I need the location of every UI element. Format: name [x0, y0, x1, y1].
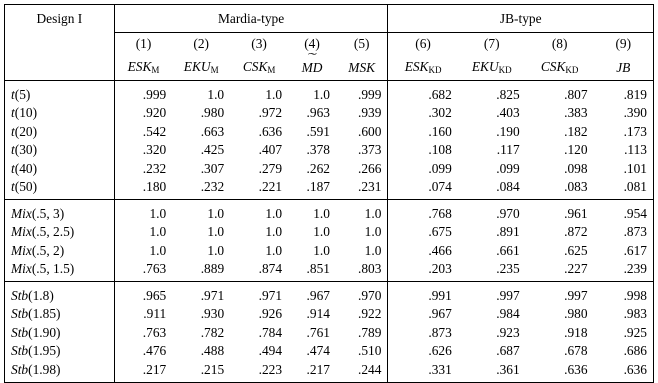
row-label [5, 305, 115, 324]
table-cell: .789 [357, 324, 382, 340]
column-symbol [594, 55, 654, 81]
row-label-argument: (20) [14, 123, 38, 139]
table-cell: 1.0 [364, 242, 382, 258]
table-cell: 1.0 [207, 224, 225, 240]
table-row [5, 178, 654, 200]
column-number: (7) [483, 36, 500, 52]
table-cell: .923 [496, 324, 520, 340]
table-row [5, 260, 654, 282]
table-cell: 1.0 [364, 224, 382, 240]
row-label-function: Mix [11, 242, 32, 258]
table-cell: .101 [594, 159, 654, 178]
table-cell: .998 [594, 282, 654, 305]
table-cell: 1.0 [207, 205, 225, 221]
table-cell: .302 [388, 104, 458, 123]
table-cell: .967 [388, 305, 458, 324]
column-symbol [458, 55, 526, 81]
symbol-subscript: KD [428, 65, 442, 75]
table-cell: 1.0 [313, 242, 330, 258]
row-label-function: t [11, 123, 15, 139]
row-label [5, 241, 115, 260]
table-cell: .542 [142, 123, 167, 139]
table-cell: 1.0 [265, 205, 283, 221]
symbol-main: CSK [540, 59, 566, 74]
table-cell: .160 [388, 122, 458, 141]
table-cell: .098 [564, 160, 588, 176]
results-table [4, 4, 654, 383]
row-label [5, 342, 115, 361]
design-label: Design I [5, 5, 115, 81]
table-cell: .084 [458, 178, 526, 200]
row-label-function: Stb [11, 343, 29, 359]
column-number: (6) [388, 33, 458, 56]
table-cell: .983 [594, 305, 654, 324]
table-cell: 1.0 [207, 86, 225, 102]
table-cell: .874 [230, 260, 288, 282]
table-cell: .476 [142, 343, 167, 359]
row-label [5, 141, 115, 160]
table-cell: .873 [594, 223, 654, 242]
symbol-subscript: M [267, 65, 276, 75]
table-cell: 1.0 [149, 242, 167, 258]
table-cell: .378 [306, 142, 330, 158]
column-number: (2) [193, 36, 209, 52]
symbol-main: MD [301, 59, 323, 75]
row-label-argument: (.5, 3) [31, 205, 65, 221]
symbol-main: MSK [348, 59, 376, 75]
table-cell: .227 [526, 260, 594, 282]
table-cell: .373 [357, 142, 382, 158]
table-cell: .217 [288, 360, 336, 382]
table-cell: .244 [336, 360, 388, 382]
table-cell: .889 [172, 260, 230, 282]
table-cell: 1.0 [149, 205, 167, 221]
table-cell: .965 [142, 287, 167, 303]
table-cell: .320 [142, 142, 167, 158]
column-symbol [114, 55, 172, 81]
row-label-function: t [11, 86, 15, 102]
row-label [5, 260, 115, 282]
table-cell: .925 [594, 323, 654, 342]
table-cell: .361 [458, 360, 526, 382]
table-cell: 1.0 [313, 224, 330, 240]
table-cell: .873 [388, 323, 458, 342]
row-label-argument: (1.8) [28, 287, 54, 303]
table-cell: .914 [306, 306, 330, 322]
table-cell: .920 [142, 105, 167, 121]
symbol-main: EKU [183, 59, 211, 74]
row-label-function: Stb [11, 324, 29, 340]
table-row [5, 323, 654, 342]
table-cell: .266 [357, 160, 382, 176]
column-number: (9) [594, 33, 654, 56]
table-cell: 1.0 [265, 224, 283, 240]
table-cell: .383 [564, 105, 588, 121]
table-cell: .922 [357, 306, 382, 322]
row-label-argument: (1.85) [28, 306, 61, 322]
row-label-argument: (40) [14, 160, 38, 176]
table-cell: .636 [594, 360, 654, 382]
table-row [5, 241, 654, 260]
table-cell: .403 [496, 105, 520, 121]
row-label-argument: (1.98) [28, 361, 61, 377]
table-cell: .872 [564, 224, 588, 240]
table-row [5, 159, 654, 178]
table-row [5, 223, 654, 242]
group-header-jb: JB-type [388, 5, 654, 33]
symbol-with-tilde [301, 49, 323, 75]
table-cell: .474 [306, 343, 330, 359]
table-cell: .661 [496, 242, 520, 258]
symbol-subscript: M [151, 65, 160, 75]
table-cell: .187 [288, 178, 336, 200]
table-cell: .686 [594, 342, 654, 361]
table-cell: .215 [172, 360, 230, 382]
symbol-subscript: M [210, 65, 219, 75]
symbol-subscript: KD [565, 65, 579, 75]
table-cell: .636 [526, 360, 594, 382]
table-cell: .235 [458, 260, 526, 282]
table-cell: .182 [564, 123, 588, 139]
tilde-accent: ˜ [307, 49, 317, 64]
table-cell: .407 [258, 142, 283, 158]
table-cell: .784 [258, 324, 283, 340]
table-cell: .997 [564, 287, 588, 303]
table-cell: .991 [388, 282, 458, 305]
row-label-function: Mix [11, 261, 32, 277]
table-cell: .617 [594, 241, 654, 260]
table-cell: .074 [388, 178, 458, 200]
table-cell: .217 [114, 360, 172, 382]
table-cell: .626 [388, 342, 458, 361]
table-cell: .099 [496, 160, 520, 176]
table-row [5, 360, 654, 382]
column-symbol [526, 55, 594, 81]
table-cell: .954 [594, 200, 654, 223]
row-label-argument: (1.90) [28, 324, 61, 340]
table-cell: .173 [594, 122, 654, 141]
row-label [5, 282, 115, 305]
table-cell: 1.0 [313, 86, 330, 102]
column-number: (4) [304, 36, 320, 52]
table-cell: .232 [142, 160, 167, 176]
row-label-function: Mix [11, 205, 32, 221]
table-cell: .682 [388, 81, 458, 104]
table-cell: .972 [258, 105, 283, 121]
row-label [5, 159, 115, 178]
table-cell: .636 [258, 123, 283, 139]
symbol-main: CSK [242, 59, 268, 74]
row-label-argument: (1.95) [28, 343, 61, 359]
table-cell: .117 [496, 142, 520, 158]
column-symbol [172, 55, 230, 81]
table-cell: .675 [388, 223, 458, 242]
table-cell: .930 [200, 306, 225, 322]
table-cell: .203 [388, 260, 458, 282]
row-label-function: t [11, 105, 15, 121]
column-symbol [288, 49, 336, 81]
table-cell: .190 [496, 123, 520, 139]
table-cell: .488 [200, 343, 225, 359]
row-label-function: t [11, 142, 15, 158]
table-row [5, 282, 654, 305]
table-row [5, 81, 654, 104]
table-cell: 1.0 [149, 224, 167, 240]
table-cell: .997 [496, 287, 520, 303]
group-header-mardia: Mardia-type [114, 5, 388, 33]
row-label-function: t [11, 160, 15, 176]
row-label [5, 360, 115, 382]
symbol-main: EKU [471, 59, 499, 74]
column-symbol [388, 55, 458, 81]
table-cell: .120 [564, 142, 588, 158]
table-cell: .984 [496, 306, 520, 322]
column-symbol [230, 55, 288, 81]
row-label [5, 178, 115, 200]
table-cell: .980 [200, 105, 225, 121]
symbol-main: ESK [404, 59, 429, 74]
row-label [5, 323, 115, 342]
row-label-function: Stb [11, 287, 29, 303]
row-label [5, 122, 115, 141]
table-row [5, 342, 654, 361]
table-cell: 1.0 [207, 242, 225, 258]
table-cell: .180 [114, 178, 172, 200]
row-label-argument: (50) [14, 179, 38, 195]
table-cell: .307 [200, 160, 225, 176]
row-label-function: Stb [11, 306, 29, 322]
table-cell: .081 [594, 178, 654, 200]
table-cell: .970 [496, 205, 520, 221]
row-label-argument: (30) [14, 142, 38, 158]
table-cell: .425 [200, 142, 225, 158]
table-cell: .761 [306, 324, 330, 340]
table-cell: .803 [336, 260, 388, 282]
table-cell: .911 [143, 306, 167, 322]
table-cell: .466 [388, 241, 458, 260]
column-number: (5) [353, 36, 370, 52]
table-cell: .819 [594, 81, 654, 104]
table-cell: .970 [357, 287, 382, 303]
symbol-subscript: KD [498, 65, 512, 75]
table-row [5, 200, 654, 223]
table-cell: .600 [357, 123, 382, 139]
table-cell: .782 [200, 324, 225, 340]
table-cell: .926 [258, 306, 283, 322]
table-cell: .967 [306, 287, 330, 303]
table-cell: .963 [306, 105, 330, 121]
table-cell: .999 [357, 86, 382, 102]
table-cell: .807 [564, 86, 588, 102]
column-number: (3) [251, 36, 267, 52]
column-symbol [336, 55, 388, 81]
table-cell: .223 [230, 360, 288, 382]
table-cell: .763 [114, 260, 172, 282]
table-cell: .918 [564, 324, 588, 340]
table-cell: .971 [258, 287, 283, 303]
table-cell: .239 [594, 260, 654, 282]
table-cell: .231 [336, 178, 388, 200]
table-cell: 1.0 [265, 242, 283, 258]
table-cell: .083 [526, 178, 594, 200]
row-label [5, 200, 115, 223]
row-label [5, 104, 115, 123]
row-label-argument: (5) [14, 86, 31, 102]
table-cell: .099 [388, 159, 458, 178]
row-label-argument: (.5, 1.5) [31, 261, 75, 277]
table-cell: .961 [564, 205, 588, 221]
table-cell: .510 [357, 343, 382, 359]
row-label-argument: (10) [14, 105, 38, 121]
table-cell: .687 [496, 343, 520, 359]
table-cell: .891 [496, 224, 520, 240]
row-label-function: t [11, 179, 15, 195]
table-cell: 1.0 [313, 205, 330, 221]
row-label-function: Mix [11, 224, 32, 240]
table-cell: .825 [496, 86, 520, 102]
row-label-argument: (.5, 2.5) [31, 224, 75, 240]
table-row [5, 141, 654, 160]
table-cell: .971 [200, 287, 225, 303]
table-cell: .331 [388, 360, 458, 382]
table-row [5, 104, 654, 123]
table-cell: .980 [564, 306, 588, 322]
table-cell: 1.0 [364, 205, 382, 221]
table-cell: .625 [564, 242, 588, 258]
table-cell: .763 [142, 324, 167, 340]
table-cell: .851 [288, 260, 336, 282]
row-label-argument: (.5, 2) [31, 242, 65, 258]
table-row [5, 305, 654, 324]
table-cell: .221 [230, 178, 288, 200]
table-cell: .279 [258, 160, 283, 176]
row-label [5, 81, 115, 104]
table-cell: .108 [388, 141, 458, 160]
table-cell: .262 [306, 160, 330, 176]
row-label [5, 223, 115, 242]
table-cell: .591 [306, 123, 330, 139]
table-cell: 1.0 [265, 86, 283, 102]
table-cell: .768 [388, 200, 458, 223]
group-header-row [5, 5, 654, 33]
table-cell: .113 [594, 141, 654, 160]
column-number: (1) [135, 36, 152, 52]
row-label-function: Stb [11, 361, 29, 377]
table-cell: .999 [142, 86, 167, 102]
column-number: (8) [551, 36, 568, 52]
table-cell: .678 [564, 343, 588, 359]
table-cell: .663 [200, 123, 225, 139]
table-row [5, 122, 654, 141]
table-cell: .494 [258, 343, 283, 359]
table-cell: .939 [357, 105, 382, 121]
table-cell: .232 [172, 178, 230, 200]
symbol-main: ESK [127, 59, 152, 74]
table-cell: .390 [594, 104, 654, 123]
symbol-main: JB [616, 59, 631, 75]
